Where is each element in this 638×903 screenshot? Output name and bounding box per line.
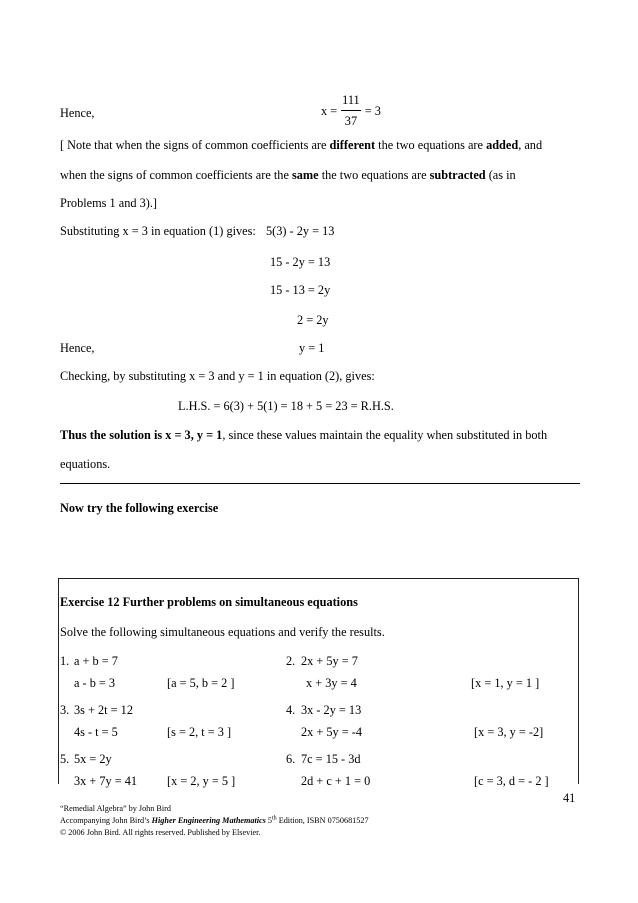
note-text: (as in <box>485 168 516 182</box>
problem-answer: [x = 3, y = -2] <box>474 725 544 739</box>
footer-text: Accompanying John Bird’s <box>60 816 152 825</box>
problem-answer: [a = 5, b = 2 ] <box>167 676 235 690</box>
problem-equation-1: 3s + 2t = 12 <box>74 703 133 717</box>
problem-equation-1: 3x - 2y = 13 <box>301 703 362 717</box>
footer-text: 5 <box>265 816 272 825</box>
substitution-step-2: 15 - 2y = 13 <box>270 255 331 269</box>
note-text: the two equations are <box>318 168 430 182</box>
problem-number: 2. <box>286 654 296 668</box>
checking-line: Checking, by substituting x = 3 and y = 1 in equation (2), gives: <box>60 369 375 383</box>
x-fraction-equation <box>321 93 381 129</box>
footer-text: Edition, ISBN 0750681527 <box>276 816 369 825</box>
problem-answer: [x = 2, y = 5 ] <box>167 774 236 788</box>
note-text: , and <box>518 138 543 152</box>
note-emphasis-subtracted: subtracted <box>429 168 486 182</box>
footer-superscript: th <box>271 815 277 822</box>
solution-line-1 <box>60 429 547 441</box>
fraction <box>341 93 361 129</box>
page-number: 41 <box>563 791 576 805</box>
substitution-step-1: 5(3) - 2y = 13 <box>266 224 335 238</box>
problem-equation-1: 7c = 15 - 3d <box>301 752 361 766</box>
problem-number: 4. <box>286 703 296 717</box>
problem-equation-2: 2x + 5y = -4 <box>301 725 363 739</box>
problem-number: 6. <box>286 752 296 766</box>
problem-answer: [c = 3, d = - 2 ] <box>474 774 549 788</box>
substitution-step-3: 15 - 13 = 2y <box>270 283 331 297</box>
fraction-denominator: 37 <box>344 114 358 128</box>
exercise-title: Exercise 12 Further problems on simultaneous equations <box>60 595 358 609</box>
hence-label-2: Hence, <box>60 341 95 355</box>
note-emphasis-different: different <box>329 138 376 152</box>
problem-number: 3. <box>60 703 70 717</box>
problem-equation-2: 3x + 7y = 41 <box>74 774 138 788</box>
solution-bold: Thus the solution is x = 3, y = 1 <box>60 428 223 442</box>
solution-line-2: equations. <box>60 457 111 471</box>
note-line-3: Problems 1 and 3).] <box>60 196 157 210</box>
note-emphasis-same: same <box>291 168 319 182</box>
problem-equation-1: 2x + 5y = 7 <box>301 654 358 668</box>
solution-text: , since these values maintain the equality when substituted in both <box>222 428 548 442</box>
problem-number: 1. <box>60 654 70 668</box>
note-line-1 <box>60 139 542 151</box>
problem-equation-2: 4s - t = 5 <box>74 725 118 739</box>
problem-equation-2: 2d + c + 1 = 0 <box>301 774 371 788</box>
problem-equation-1: a + b = 7 <box>74 654 118 668</box>
problem-answer: [s = 2, t = 3 ] <box>167 725 232 739</box>
problem-answer: [x = 1, y = 1 ] <box>471 676 540 690</box>
problem-equation-1: 5x = 2y <box>74 752 112 766</box>
lhs-rhs-check: L.H.S. = 6(3) + 5(1) = 18 + 5 = 23 = R.H.S. <box>178 399 394 413</box>
problem-equation-2: a - b = 3 <box>74 676 116 690</box>
exercise-instruction: Solve the following simultaneous equations and verify the results. <box>60 625 385 639</box>
hence-label: Hence, <box>60 106 95 120</box>
problem-number: 5. <box>60 752 70 766</box>
fraction-numerator: 111 <box>341 93 361 111</box>
note-text: when the signs of common coefficients are the <box>60 168 292 182</box>
now-try-heading: Now try the following exercise <box>60 501 219 515</box>
note-line-2 <box>60 169 516 181</box>
note-text: the two equations are <box>375 138 487 152</box>
x-equals: x = <box>321 103 338 118</box>
note-emphasis-added: added <box>486 138 519 152</box>
y-result: y = 1 <box>299 341 325 355</box>
footer-book-title: Higher Engineering Mathematics <box>151 816 266 825</box>
substitution-label: Substituting x = 3 in equation (1) gives: <box>60 224 256 238</box>
section-divider <box>60 483 580 484</box>
note-text: [ Note that when the signs of common coefficients are <box>60 138 330 152</box>
problem-equation-2: x + 3y = 4 <box>306 676 357 690</box>
footer-line-3: © 2006 John Bird. All rights reserved. Published by Elsevier. <box>60 828 261 837</box>
footer-line-1: “Remedial Algebra” by John Bird <box>60 804 171 813</box>
fraction-result: = 3 <box>364 103 381 118</box>
substitution-step-4: 2 = 2y <box>297 313 329 327</box>
footer-line-2 <box>60 817 369 825</box>
